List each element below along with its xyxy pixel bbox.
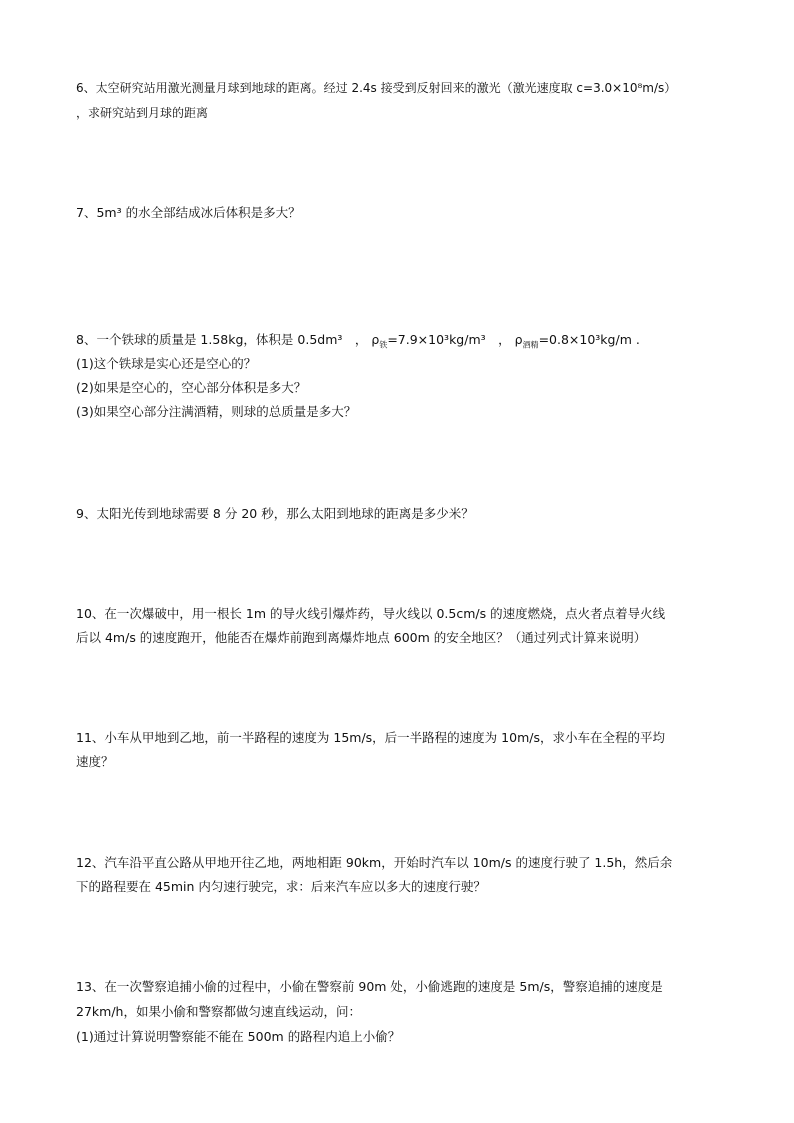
question-8-text-c: =0.8×10³kg/m . [538,332,640,347]
question-8-sub-2: (2)如果是空心的，空心部分体积是多大？ [76,380,307,395]
subscript-alcohol: 酒精 [522,340,539,350]
question-13-sub-1: (1)通过计算说明警察能不能在 500m 的路程内追上小偷？ [76,1029,401,1044]
question-11-line-1: 11、小车从甲地到乙地，前一半路程的速度为 15m/s，后一半路程的速度为 10m/s，求小车在全程的平均 [76,730,665,745]
question-8-sub-3: (3)如果空心部分注满酒精，则球的总质量是多大？ [76,404,357,419]
question-6-line-2: ，求研究站到月球的距离 [76,106,209,120]
question-13-line-2: 27km/h，如果小偷和警察都做匀速直线运动，问： [76,1004,361,1019]
question-7: 7、5m³ 的水全部结成冰后体积是多大？ [76,205,301,220]
question-8-line-1 [76,330,640,350]
question-12-line-1: 12、汽车沿平直公路从甲地开往乙地，两地相距 90km，开始时汽车以 10m/s 的速度行驶了 1.5h，然后余 [76,855,673,870]
question-13-line-1: 13、在一次警察追捕小偷的过程中，小偷在警察前 90m 处，小偷逃跑的速度是 5m/s，警察追捕的速度是 [76,979,663,994]
question-8-text-b: =7.9×10³kg/m³ ， ρ [387,332,523,347]
subscript-iron: 铁 [379,340,388,350]
question-6-line-1: 6、太空研究站用激光测量月球到地球的距离。经过 2.4s 接受到反射回来的激光（激光速度取 c=3.0×10⁸m/s） [76,81,677,95]
question-10-line-1: 10、在一次爆破中，用一根长 1m 的导火线引爆炸药，导火线以 0.5cm/s 的速度燃烧，点火者点着导火线 [76,606,666,621]
question-11-line-2: 速度？ [76,754,114,769]
question-8-sub-1: (1)这个铁球是实心还是空心的？ [76,356,257,371]
question-8-text-a: 8、一个铁球的质量是 1.58kg，体积是 0.5dm³ ， ρ [76,332,380,347]
question-9: 9、太阳光传到地球需要 8 分 20 秒，那么太阳到地球的距离是多少米？ [76,506,474,521]
question-10-line-2: 后以 4m/s 的速度跑开，他能否在爆炸前跑到离爆炸地点 600m 的安全地区？（通过列式计算来说明） [76,630,647,645]
question-12-line-2: 下的路程要在 45min 内匀速行驶完，求：后来汽车应以多大的速度行驶？ [76,879,486,894]
